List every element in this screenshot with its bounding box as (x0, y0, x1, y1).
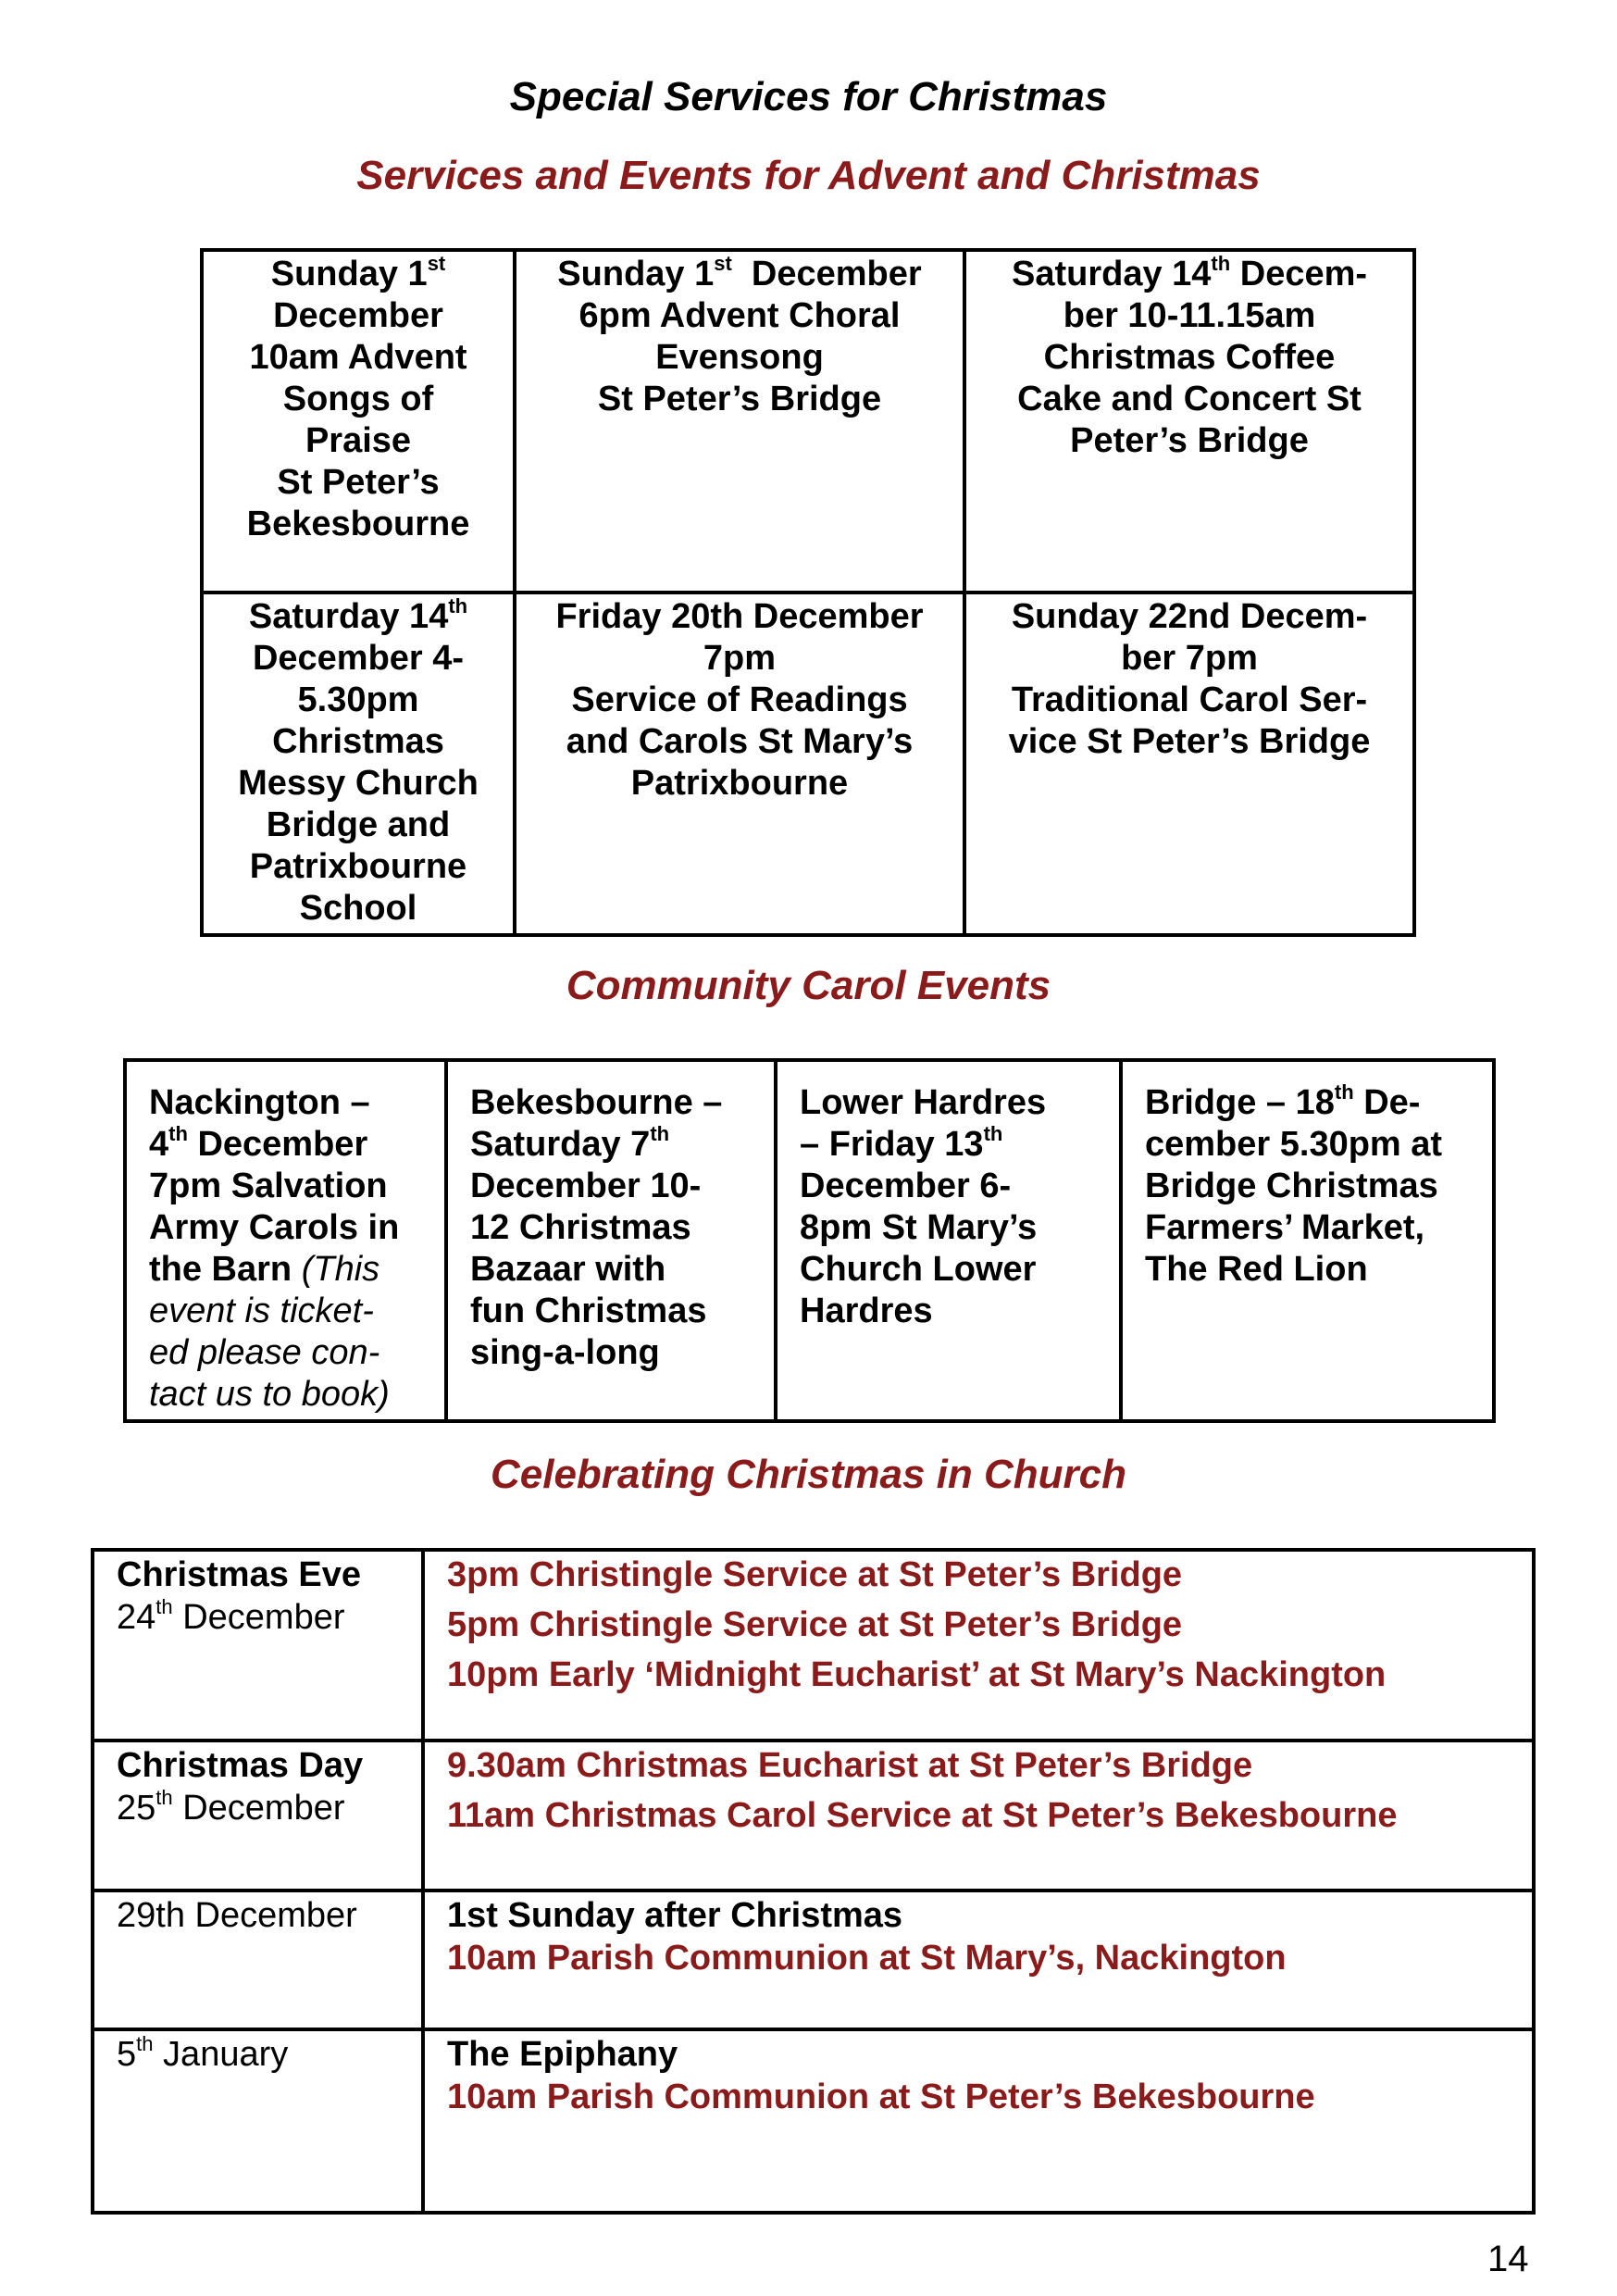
event-cell (964, 593, 1414, 935)
cell-text: Bridge – 18 (1145, 1083, 1335, 1122)
table-row (202, 250, 1414, 593)
occasion-title: 1st Sunday after Christmas (447, 1896, 903, 1935)
date-text: January (153, 2035, 289, 2074)
table-row (125, 1060, 1494, 1421)
service-line: 10am Parish Communion at St Peter’s Bekesbourne (447, 2078, 1315, 2116)
date-text: 24 (117, 1598, 156, 1637)
cell-text: Songs of (282, 380, 434, 418)
table-row (202, 593, 1414, 935)
service-line: 11am Christmas Carol Service at St Peter’s Bekesbourne (447, 1796, 1398, 1835)
cell-text: Hardres (800, 1292, 933, 1330)
ordinal-suffix: st (427, 252, 446, 275)
event-cell (776, 1060, 1121, 1421)
date-text: December (172, 1598, 345, 1637)
ordinal-suffix: th (155, 1786, 173, 1809)
cell-text: De- (1353, 1083, 1421, 1122)
event-cell (515, 593, 964, 935)
occasion-title: The Epiphany (447, 2035, 678, 2074)
ordinal-suffix: st (714, 252, 732, 275)
cell-text: ber 7pm (1121, 639, 1258, 678)
service-line: 9.30am Christmas Eucharist at St Peter’s Bridge (447, 1746, 1253, 1785)
page-number: 14 (1487, 2239, 1529, 2279)
date-cell (93, 2029, 423, 2213)
cell-text: cember 5.30pm at (1145, 1125, 1443, 1164)
note-text: tact us to book) (149, 1375, 390, 1414)
ordinal-suffix: th (448, 594, 468, 618)
date-text: 29th December (117, 1896, 357, 1935)
date-cell (93, 1741, 423, 1890)
cell-text: December 10- (470, 1167, 702, 1205)
cell-text: Sunday 22nd Decem- (1011, 597, 1368, 636)
event-cell (202, 250, 515, 593)
cell-text: Patrixbourne (249, 847, 467, 886)
cell-text: Christmas Coffee (1043, 338, 1336, 377)
cell-text: 4 (149, 1125, 169, 1164)
cell-text: Sunday 1 (270, 255, 428, 293)
cell-text: St Peter’s Bridge (597, 380, 882, 418)
cell-text: ber 10-11.15am (1063, 296, 1316, 335)
cell-text: Bazaar with (470, 1250, 666, 1289)
cell-text: Saturday 14 (248, 597, 449, 636)
cell-text: Saturday 14 (1011, 255, 1212, 293)
cell-text: Bekesbourne (246, 505, 470, 543)
cell-text: Army Carols in (149, 1208, 400, 1247)
date-text: 25 (117, 1789, 156, 1828)
cell-text: Evensong (655, 338, 824, 377)
cell-text: Messy Church (238, 764, 479, 803)
cell-text: Friday 20th December (555, 597, 924, 636)
cell-text: Patrixbourne (630, 764, 849, 803)
cell-text: and Carols St Mary’s (566, 722, 914, 761)
cell-text: 7pm (703, 639, 777, 678)
cell-text: 8pm St Mary’s (800, 1208, 1038, 1247)
cell-text: 12 Christmas (470, 1208, 691, 1247)
cell-text: Praise (305, 421, 412, 460)
services-cell (423, 1741, 1534, 1890)
ordinal-suffix: th (168, 1122, 188, 1145)
note-text: ed please con- (149, 1333, 380, 1372)
day-name: Christmas Eve (117, 1555, 362, 1594)
cell-text: vice St Peter’s Bridge (1008, 722, 1371, 761)
cell-text: The Red Lion (1145, 1250, 1368, 1289)
cell-text: Traditional Carol Ser- (1011, 680, 1368, 719)
cell-text: Church Lower (800, 1250, 1037, 1289)
table-row (93, 1741, 1534, 1890)
cell-text: Saturday 7 (470, 1125, 651, 1164)
cell-text: sing-a-long (470, 1333, 660, 1372)
cell-text: – Friday 13 (800, 1125, 984, 1164)
day-name: Christmas Day (117, 1746, 364, 1785)
event-cell (964, 250, 1414, 593)
cell-text: Nackington – (149, 1083, 370, 1122)
cell-text: December 4- (252, 639, 465, 678)
ordinal-suffix: th (650, 1122, 670, 1145)
date-text: December (172, 1789, 345, 1828)
advent-heading: Services and Events for Advent and Christmas (356, 153, 1261, 198)
ordinal-suffix: th (983, 1122, 1003, 1145)
note-text: (This (301, 1250, 380, 1289)
cell-text: 10am Advent (249, 338, 467, 377)
cell-text: 6pm Advent Choral (578, 296, 901, 335)
event-cell (446, 1060, 776, 1421)
cell-text: Bridge Christmas (1145, 1167, 1438, 1205)
ordinal-suffix: th (1211, 252, 1231, 275)
cell-text: St Peter’s (277, 463, 440, 502)
church-heading: Celebrating Christmas in Church (490, 1452, 1126, 1497)
services-cell (423, 1890, 1534, 2029)
christmas-services-table (91, 1548, 1536, 2215)
cell-text: fun Christmas (470, 1292, 707, 1330)
cell-text: School (299, 889, 417, 928)
service-line: 5pm Christingle Service at St Peter’s Bridge (447, 1605, 1183, 1644)
table-row (93, 2029, 1534, 2213)
service-line: 10pm Early ‘Midnight Eucharist’ at St Mary’s Nackington (447, 1655, 1387, 1694)
services-cell (423, 1550, 1534, 1741)
event-cell (1121, 1060, 1494, 1421)
cell-text: December (731, 255, 922, 293)
ordinal-suffix: th (136, 2032, 154, 2055)
community-heading: Community Carol Events (566, 963, 1051, 1008)
date-cell (93, 1550, 423, 1741)
ordinal-suffix: th (1334, 1080, 1354, 1104)
cell-text: 5.30pm (297, 680, 419, 719)
cell-text: Service of Readings (571, 680, 908, 719)
cell-text: the Barn (149, 1250, 302, 1289)
cell-text: December (187, 1125, 368, 1164)
cell-text: Christmas (272, 722, 444, 761)
advent-events-table (200, 248, 1416, 937)
community-events-table (123, 1058, 1496, 1423)
event-cell (125, 1060, 446, 1421)
cell-text: Peter’s Bridge (1070, 421, 1309, 460)
cell-text: Bekesbourne – (470, 1083, 723, 1122)
date-text: 5 (117, 2035, 137, 2074)
services-cell (423, 2029, 1534, 2213)
cell-text: December (273, 296, 443, 335)
cell-text: Farmers’ Market, (1145, 1208, 1425, 1247)
cell-text: December 6- (800, 1167, 1012, 1205)
cell-text: Cake and Concert St (1017, 380, 1362, 418)
cell-text: Bridge and (266, 805, 451, 844)
service-line: 3pm Christingle Service at St Peter’s Bridge (447, 1555, 1183, 1594)
service-line: 10am Parish Communion at St Mary’s, Nackington (447, 1939, 1287, 1978)
event-cell (202, 593, 515, 935)
page-title: Special Services for Christmas (509, 74, 1108, 119)
cell-text: Lower Hardres (800, 1083, 1047, 1122)
ordinal-suffix: th (155, 1595, 173, 1618)
table-row (93, 1890, 1534, 2029)
cell-text: Decem- (1230, 255, 1368, 293)
event-cell (515, 250, 964, 593)
table-row (93, 1550, 1534, 1741)
cell-text: Sunday 1 (557, 255, 715, 293)
note-text: event is ticket- (149, 1292, 374, 1330)
cell-text: 7pm Salvation (149, 1167, 388, 1205)
date-cell (93, 1890, 423, 2029)
